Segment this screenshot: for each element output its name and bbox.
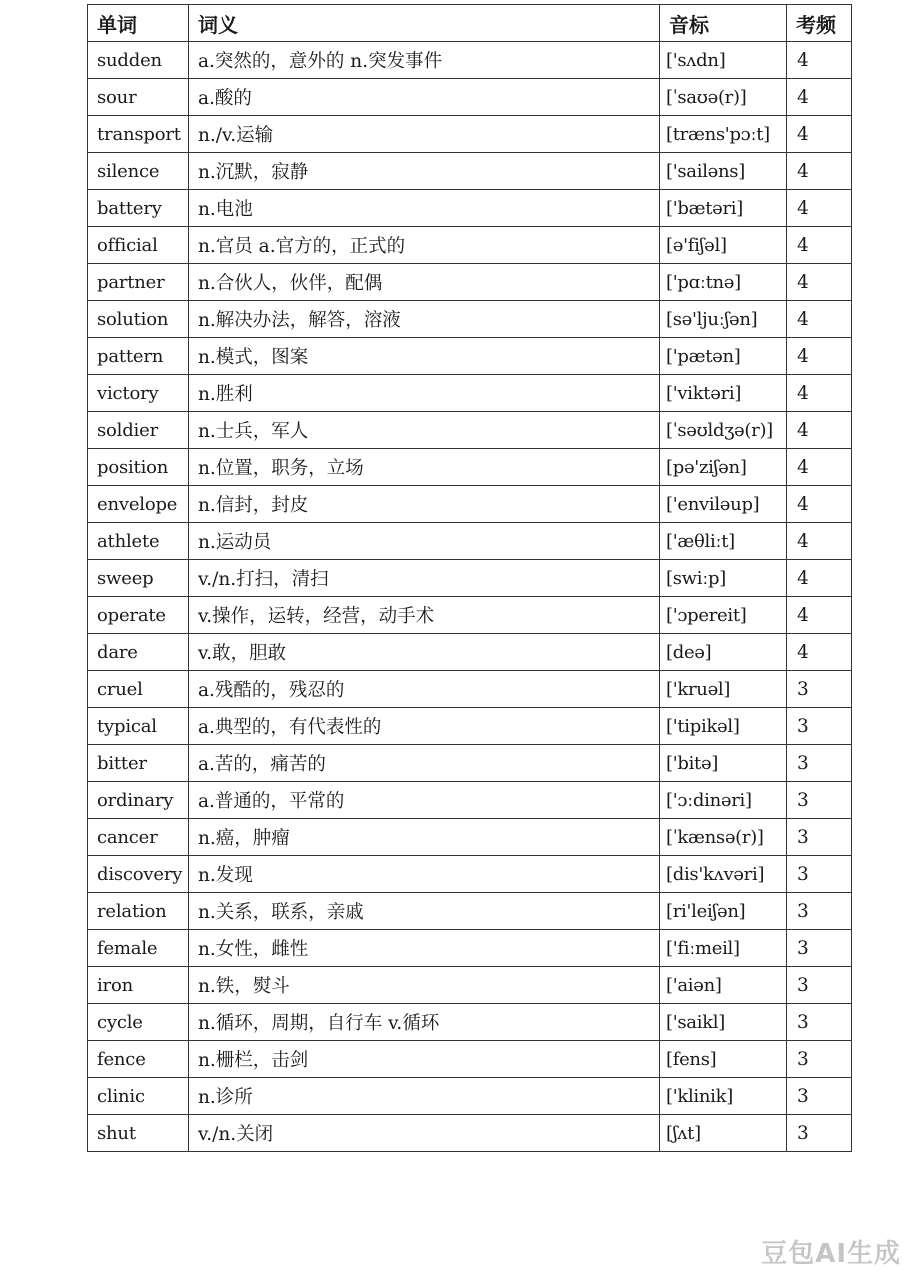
table-row [88,153,852,190]
frequency-cell: 4 [787,338,852,375]
table-row [88,523,852,560]
table-row [88,301,852,338]
phonetic-cell: [ˈsəʊldʒə(r)] [660,412,787,449]
word-cell: sudden [88,42,189,79]
frequency-cell: 3 [787,930,852,967]
meaning-cell: a.普通的，平常的 [189,782,660,819]
phonetic-cell: [deə] [660,634,787,671]
table-row [88,42,852,79]
frequency-cell: 3 [787,893,852,930]
word-cell: relation [88,893,189,930]
meaning-cell: n.沉默，寂静 [189,153,660,190]
word-cell: dare [88,634,189,671]
table-row [88,671,852,708]
meaning-cell: v.操作，运转，经营，动手术 [189,597,660,634]
phonetic-cell: ['bitə] [660,745,787,782]
word-cell: cancer [88,819,189,856]
frequency-cell: 3 [787,967,852,1004]
frequency-cell: 4 [787,227,852,264]
phonetic-cell: [pə'ziʃən] [660,449,787,486]
meaning-cell: n.胜利 [189,375,660,412]
frequency-cell: 3 [787,819,852,856]
table-row [88,1115,852,1152]
phonetic-cell: ['viktəri] [660,375,787,412]
word-cell: transport [88,116,189,153]
meaning-cell: a.残酷的，残忍的 [189,671,660,708]
phonetic-cell: ['pætən] [660,338,787,375]
word-cell: shut [88,1115,189,1152]
header-meaning: 词义 [189,5,660,42]
frequency-cell: 4 [787,375,852,412]
phonetic-cell: ['ɔpereit] [660,597,787,634]
table-body [88,42,852,1152]
header-phonetic: 音标 [660,5,787,42]
frequency-cell: 3 [787,856,852,893]
phonetic-cell: ['aiən] [660,967,787,1004]
meaning-cell: n.电池 [189,190,660,227]
table-row [88,1078,852,1115]
phonetic-cell: ['æθliːt] [660,523,787,560]
meaning-cell: a.突然的，意外的 n.突发事件 [189,42,660,79]
frequency-cell: 3 [787,1078,852,1115]
word-cell: clinic [88,1078,189,1115]
word-cell: ordinary [88,782,189,819]
word-cell: soldier [88,412,189,449]
table-row [88,893,852,930]
frequency-cell: 4 [787,486,852,523]
word-cell: bitter [88,745,189,782]
phonetic-cell: [ˈkænsə(r)] [660,819,787,856]
table-row [88,930,852,967]
frequency-cell: 4 [787,116,852,153]
phonetic-cell: ['enviləup] [660,486,787,523]
table-row [88,819,852,856]
table-row [88,856,852,893]
table-row [88,190,852,227]
table-row [88,79,852,116]
meaning-cell: n.信封，封皮 [189,486,660,523]
frequency-cell: 3 [787,1004,852,1041]
table-row [88,560,852,597]
meaning-cell: n.发现 [189,856,660,893]
word-cell: cruel [88,671,189,708]
meaning-cell: n.关系，联系，亲戚 [189,893,660,930]
vocabulary-table [87,4,852,1152]
word-cell: solution [88,301,189,338]
word-cell: fence [88,1041,189,1078]
meaning-cell: n.合伙人，伙伴，配偶 [189,264,660,301]
phonetic-cell: [træns'pɔːt] [660,116,787,153]
header-frequency: 考频 [787,5,852,42]
frequency-cell: 4 [787,412,852,449]
frequency-cell: 3 [787,671,852,708]
frequency-cell: 3 [787,745,852,782]
phonetic-cell: [ˈsaʊə(r)] [660,79,787,116]
table-row [88,227,852,264]
meaning-cell: n.位置，职务，立场 [189,449,660,486]
phonetic-cell: ['sailəns] [660,153,787,190]
phonetic-cell: ['saikl] [660,1004,787,1041]
table-row [88,634,852,671]
meaning-cell: a.酸的 [189,79,660,116]
table-row [88,745,852,782]
phonetic-cell: ['sʌdn] [660,42,787,79]
meaning-cell: v.敢，胆敢 [189,634,660,671]
table-row [88,264,852,301]
phonetic-cell: ['fiːmeil] [660,930,787,967]
word-cell: silence [88,153,189,190]
word-cell: battery [88,190,189,227]
word-cell: official [88,227,189,264]
meaning-cell: n./v.运输 [189,116,660,153]
phonetic-cell: ['pɑːtnə] [660,264,787,301]
frequency-cell: 4 [787,42,852,79]
frequency-cell: 4 [787,560,852,597]
word-cell: envelope [88,486,189,523]
phonetic-cell: [sə'ljuːʃən] [660,301,787,338]
phonetic-cell: [fens] [660,1041,787,1078]
header-word: 单词 [88,5,189,42]
frequency-cell: 4 [787,301,852,338]
frequency-cell: 3 [787,708,852,745]
phonetic-cell: [ə'fiʃəl] [660,227,787,264]
table-row [88,967,852,1004]
word-cell: typical [88,708,189,745]
table-row [88,1041,852,1078]
meaning-cell: a.典型的，有代表性的 [189,708,660,745]
meaning-cell: n.运动员 [189,523,660,560]
phonetic-cell: ['bætəri] [660,190,787,227]
word-cell: operate [88,597,189,634]
phonetic-cell: [ri'leiʃən] [660,893,787,930]
frequency-cell: 4 [787,153,852,190]
meaning-cell: n.癌，肿瘤 [189,819,660,856]
phonetic-cell: ['tipikəl] [660,708,787,745]
meaning-cell: n.女性，雌性 [189,930,660,967]
meaning-cell: v./n.关闭 [189,1115,660,1152]
phonetic-cell: ['ɔːdinəri] [660,782,787,819]
meaning-cell: n.解决办法，解答，溶液 [189,301,660,338]
table-row [88,412,852,449]
word-cell: cycle [88,1004,189,1041]
meaning-cell: n.循环，周期，自行车 v.循环 [189,1004,660,1041]
word-cell: pattern [88,338,189,375]
word-cell: position [88,449,189,486]
frequency-cell: 3 [787,782,852,819]
table-row [88,449,852,486]
meaning-cell: n.模式，图案 [189,338,660,375]
frequency-cell: 4 [787,449,852,486]
header-row [88,5,852,42]
word-cell: sweep [88,560,189,597]
word-cell: athlete [88,523,189,560]
table-row [88,338,852,375]
phonetic-cell: [swiːp] [660,560,787,597]
frequency-cell: 4 [787,634,852,671]
table-header [88,5,852,42]
frequency-cell: 4 [787,190,852,227]
word-cell: female [88,930,189,967]
frequency-cell: 3 [787,1041,852,1078]
phonetic-cell: ['kruəl] [660,671,787,708]
meaning-cell: n.官员 a.官方的，正式的 [189,227,660,264]
phonetic-cell: [ʃʌt] [660,1115,787,1152]
word-cell: discovery [88,856,189,893]
meaning-cell: n.诊所 [189,1078,660,1115]
table-row [88,597,852,634]
ai-watermark: 豆包AI生成 [761,1239,901,1269]
meaning-cell: n.栅栏，击剑 [189,1041,660,1078]
meaning-cell: v./n.打扫，清扫 [189,560,660,597]
table-row [88,375,852,412]
table-row [88,1004,852,1041]
meaning-cell: n.士兵，军人 [189,412,660,449]
table-row [88,116,852,153]
word-cell: partner [88,264,189,301]
table-row [88,782,852,819]
frequency-cell: 4 [787,264,852,301]
table-row [88,708,852,745]
meaning-cell: a.苦的，痛苦的 [189,745,660,782]
phonetic-cell: ['klinik] [660,1078,787,1115]
meaning-cell: n.铁，熨斗 [189,967,660,1004]
word-cell: iron [88,967,189,1004]
word-cell: sour [88,79,189,116]
frequency-cell: 4 [787,523,852,560]
word-cell: victory [88,375,189,412]
frequency-cell: 3 [787,1115,852,1152]
frequency-cell: 4 [787,597,852,634]
frequency-cell: 4 [787,79,852,116]
phonetic-cell: [dis'kʌvəri] [660,856,787,893]
table-row [88,486,852,523]
